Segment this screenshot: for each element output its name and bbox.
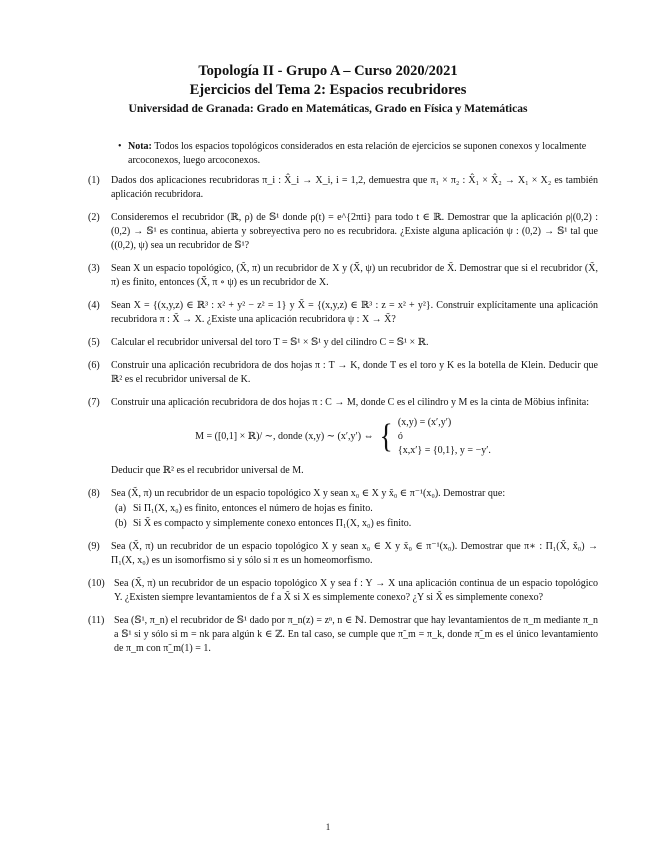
exercise-10	[88, 577, 598, 605]
exercise-number: (11)	[88, 615, 105, 626]
header	[0, 62, 656, 117]
exercise-text: Sea (X̃, π) un recubridor de un espacio topológico X y sea f : Y → X una aplicación continua de un espacio topológico Y. ¿Existen siempre levantamientos de f a X̃ si X es simplemente conexo? ¿Y si X̃ es simplemente conexo?	[114, 578, 598, 603]
exercise-3	[88, 262, 598, 290]
note-text: Todos los espacios topológicos considerados en esta relación de ejercicios se suponen conexos y localmente arcoconexos, luego arcoconexos.	[128, 141, 587, 166]
exercise-4	[88, 299, 598, 327]
exercise-number: (1)	[88, 175, 100, 186]
item-label: (b)	[115, 518, 127, 529]
case-1: (x,y) = (x′,y′)	[397, 417, 452, 428]
exercise-6	[88, 359, 598, 387]
exercise-number: (6)	[88, 360, 100, 371]
exercise-number: (2)	[88, 212, 100, 223]
exercise-11	[88, 614, 598, 656]
exercise-number: (7)	[88, 397, 100, 408]
item-text: Si Π₁(X, x₀) es finito, entonces el número de hojas es finito.	[133, 503, 373, 514]
exercise-5	[88, 336, 598, 350]
note-item	[88, 140, 598, 168]
exercise-text: Sean X = {(x,y,z) ∈ ℝ³ : x² + y² − z² = 1} y X̃ = {(x,y,z) ∈ ℝ³ : z = x² + y²}. Construir explícitamente una aplicación recubridora π : X̃ → X. ¿Existe una aplicación recubridora ψ : X → X̃?	[111, 300, 598, 325]
exercise-text: Construir una aplicación recubridora de dos hojas π : T → K, donde T es el toro y K es la botella de Klein. Deducir que ℝ² es el recubridor universal de K.	[111, 360, 598, 385]
exercise-text: Calcular el recubridor universal del toro T = 𝕊¹ × 𝕊¹ y del cilindro C = 𝕊¹ × ℝ.	[111, 337, 429, 348]
exercise-text: Dados dos aplicaciones recubridoras π_i : X̂_i → X_i, i = 1,2, demuestra que π₁ × π₂ : X̂₁ × X̂₂ → X₁ × X₂ es también aplicación recubridora.	[111, 175, 598, 200]
exercise-8-b	[111, 517, 598, 531]
mobius-definition	[88, 416, 598, 458]
case-3: {x,x′} = {0,1}, y = −y′.	[397, 445, 491, 456]
exercise-1	[88, 174, 598, 202]
exercise-2	[88, 211, 598, 253]
exercise-number: (3)	[88, 263, 100, 274]
exercise-number: (5)	[88, 337, 100, 348]
exercise-7-conclusion: Deducir que ℝ² es el recubridor universal de M.	[111, 465, 304, 476]
exercise-7	[88, 396, 598, 478]
note-label: Nota:	[128, 141, 152, 152]
exercise-text: Sea (X̃, π) un recubridor de un espacio topológico X y sean x₀ ∈ X y x̃₀ ∈ π⁻¹(x₀). Demostrar que π∗ : Π₁(X̃, x̃₀) → Π₁(X, x₀) es un isomorfismo si y sólo si π es un homeomorfismo.	[111, 541, 598, 566]
bullet-icon: •	[118, 141, 122, 152]
left-brace: {	[379, 418, 393, 455]
cases	[398, 416, 491, 458]
exercise-number: (10)	[88, 578, 105, 589]
exercise-text: Sea (𝕊¹, π_n) el recubridor de 𝕊¹ dado por π_n(z) = zⁿ, n ∈ ℕ. Demostrar que hay levantamientos de π_m mediante π_n a 𝕊¹ si y sólo si m = nk para algún k ∈ ℤ. En tal caso, se cumple que π̃_m = π_k, donde π̃_m es el único levantamiento de π_m con π̃_m(1) = 1.	[114, 615, 598, 654]
item-label: (a)	[115, 503, 127, 514]
exercise-number: (4)	[88, 300, 100, 311]
exercise-8-a	[111, 502, 598, 516]
equation-lhs: M = ([0,1] × ℝ)/ ∼, donde (x,y) ∼ (x′,y′) ⇔	[195, 431, 374, 442]
exercise-text: Consideremos el recubridor (ℝ, ρ) de 𝕊¹ donde ρ(t) = e^{2πti} para todo t ∈ ℝ. Demostrar que la aplicación ρ|(0,2) : (0,2) → 𝕊¹ es continua, abierta y sobreyectiva pero no es recubridora. ¿Existe alguna aplicación ψ : (0,2) → 𝕊¹ tal que ((0,2), ψ) sea un recubridor de 𝕊¹?	[111, 212, 598, 251]
exercise-number: (8)	[88, 488, 100, 499]
page-subtitle: Ejercicios del Tema 2: Espacios recubridores	[189, 82, 467, 98]
exercise-8	[88, 487, 598, 531]
exercise-number: (9)	[88, 541, 100, 552]
item-text: Si X̃ es compacto y simplemente conexo entonces Π₁(X, x₀) es finito.	[133, 518, 412, 529]
exercise-text: Sea (X̃, π) un recubridor de un espacio topológico X y sean x₀ ∈ X y x̃₀ ∈ π⁻¹(x₀). Demostrar que:	[111, 488, 506, 499]
page-number: 1	[325, 822, 331, 832]
page-title: Topología II - Grupo A – Curso 2020/2021	[198, 63, 458, 79]
exercise-text: Sean X un espacio topológico, (X̃, π) un recubridor de X y (X̃̃, ψ) un recubridor de X̃. Demostrar que si el recubridor (X̃, π) es finito, entonces (X̃̃, π ∘ ψ) es un recubridor de X.	[111, 263, 598, 288]
exercise-list	[88, 140, 598, 665]
institution-line: Universidad de Granada: Grado en Matemáticas, Grado en Física y Matemáticas	[128, 103, 528, 115]
exercise-9	[88, 540, 598, 568]
exercise-text: Construir una aplicación recubridora de dos hojas π : C → M, donde C es el cilindro y M es la cinta de Möbius infinita:	[111, 397, 590, 408]
case-2: ó	[397, 431, 403, 442]
